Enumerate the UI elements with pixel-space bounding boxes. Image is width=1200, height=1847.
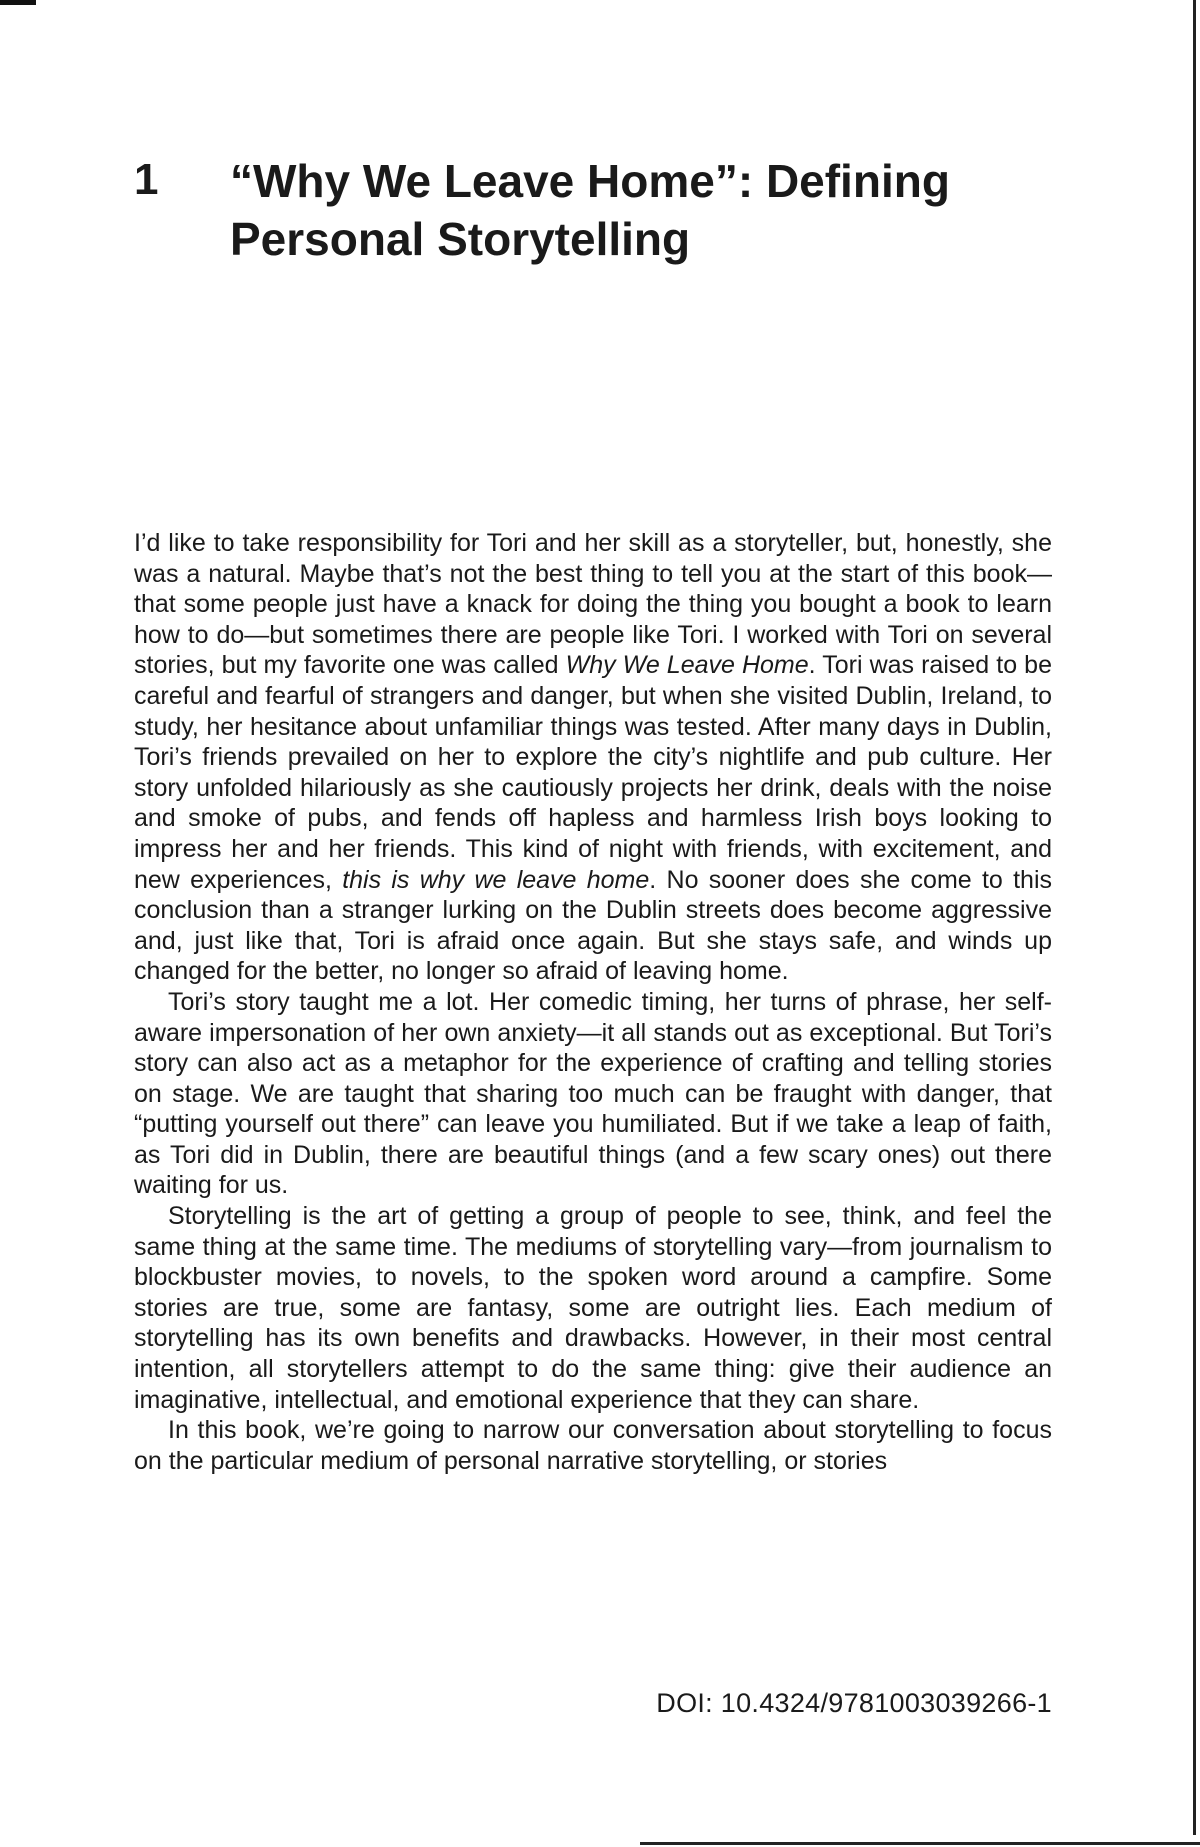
chapter-body <box>134 528 1052 1476</box>
paragraph-1 <box>134 528 1052 987</box>
doi-footer: DOI: 10.4324/9781003039266-1 <box>656 1688 1052 1718</box>
paragraph-2: Tori’s story taught me a lot. Her comedic timing, her turns of phrase, her self-aware impersonation of her own anxiety—it all stands out as exceptional. But Tori’s story can also act as a metaphor for the experience of crafting and telling stories on stage. We are taught that sharing too much can be fraught with danger, that “putting yourself out there” can leave you humiliated. But if we take a leap of faith, as Tori did in Dublin, there are beautiful things (and a few scary ones) out there waiting for us. <box>134 987 1052 1200</box>
page-edge-right <box>1193 0 1196 1835</box>
paragraph-1-part-a: I’d like to take responsibility for Tori and her skill as a storyteller, but, honestly, she was a natural. Maybe that’s not the best thing to tell you at the start of this book—that some people just have a knack for doing the thing you bought a book to learn how to do—but sometimes there are people like Tori. I worked with Tori on several stories, but my favorite one was called <box>134 529 1052 680</box>
scan-edge-mark <box>0 0 36 5</box>
chapter-number: 1 <box>134 155 159 204</box>
story-phrase-italic: this is why we leave home <box>342 865 650 894</box>
paragraph-1-part-c: . Tori was raised to be careful and fearful of strangers and danger, but when she visited Dublin, Ireland, to study, her hesitance about unfamiliar things was tested. After many days in Dublin, Tori’s friends prevailed on her to explore the city’s nightlife and pub culture. Her story unfolded hilariously as she cautiously projects her drink, deals with the noise and smoke of pubs, and fends off hapless and harmless Irish boys looking to impress her and her friends. This kind of night with friends, with excitement, and new experiences, <box>134 651 1052 894</box>
chapter-title-line-1: “Why We Leave Home”: Defining <box>230 155 950 207</box>
chapter-title <box>230 152 1050 268</box>
paragraph-1-part-e: . No sooner does she come to this conclusion than a stranger lurking on the Dublin streets does become aggressive and, just like that, Tori is afraid once again. But she stays safe, and winds up changed for the better, no longer so afraid of leaving home. <box>134 865 1053 986</box>
paragraph-3: Storytelling is the art of getting a group of people to see, think, and feel the same thing at the same time. The mediums of storytelling vary—from journalism to blockbuster movies, to novels, to the spoken word around a campfire. Some stories are true, some are fantasy, some are outright lies. Each medium of storytelling has its own benefits and drawbacks. However, in their most central intention, all storytellers attempt to do the same thing: give their audience an imaginative, intellectual, and emotional experience that they can share. <box>134 1202 1052 1414</box>
page-edge-bottom <box>640 1842 1200 1845</box>
story-title-italic: Why We Leave Home <box>565 651 809 680</box>
chapter-title-line-2: Personal Storytelling <box>230 213 691 265</box>
paragraph-4: In this book, we’re going to narrow our conversation about storytelling to focus on the particular medium of personal narrative storytelling, or stories <box>134 1416 1052 1475</box>
